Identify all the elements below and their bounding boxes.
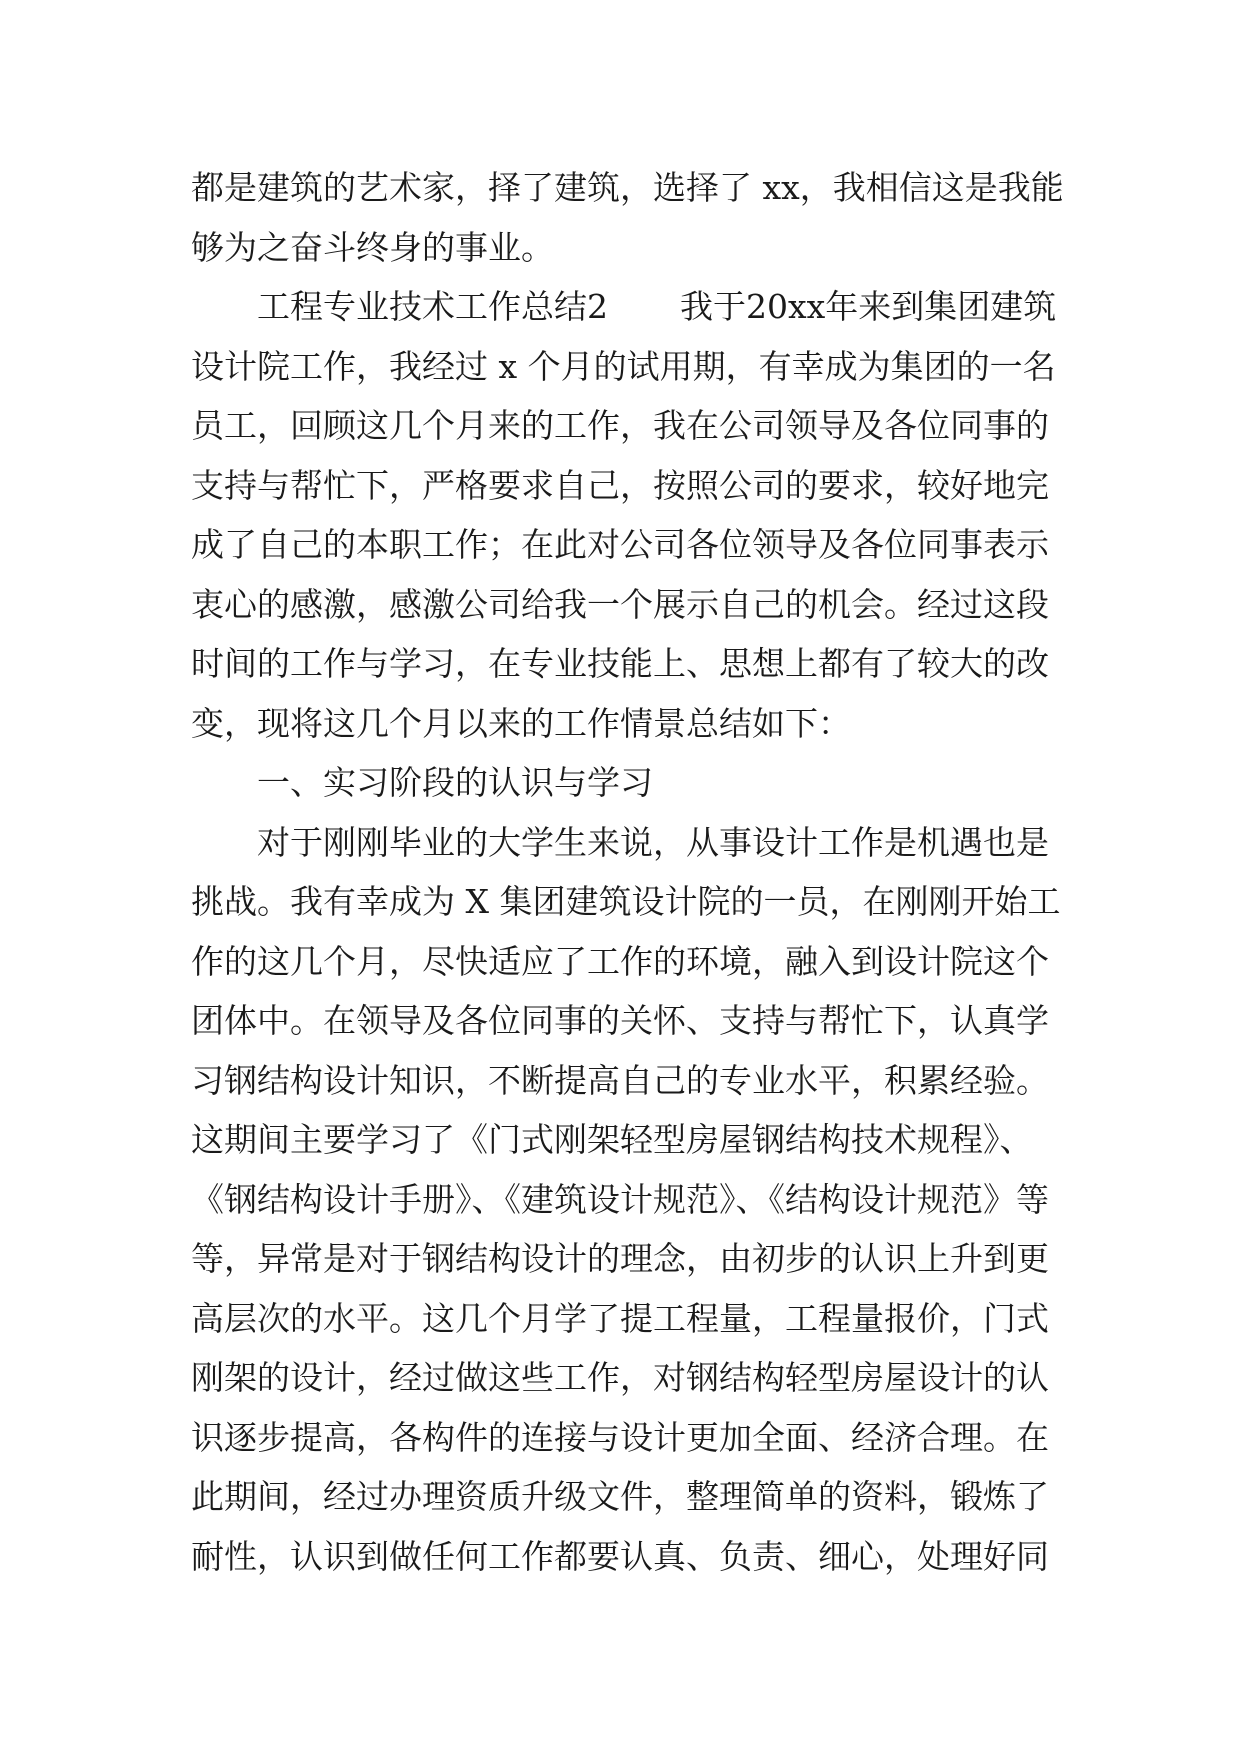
text-line: 高层次的水平。这几个月学了提工程量，工程量报价，门式	[191, 1298, 1049, 1338]
text-line: 时间的工作与学习，在专业技能上、思想上都有了较大的改	[191, 644, 1049, 683]
text-line: 习钢结构设计知识，不断提高自己的专业水平，积累经验。	[191, 1060, 1049, 1100]
text-line: 员工，回顾这几个月来的工作，我在公司领导及各位同事的	[191, 406, 1049, 445]
text-line: 衷心的感激，感激公司给我一个展示自己的机会。经过这段	[191, 584, 1049, 624]
text-line-start: 我于20xx年来到集团建筑	[680, 287, 1057, 326]
text-line: 设计院工作，我经过 x 个月的试用期，有幸成为集团的一名	[191, 346, 1056, 386]
section-heading-line	[191, 277, 1061, 337]
text-line: 耐性，认识到做任何工作都要认真、负责、细心，处理好同	[191, 1536, 1049, 1576]
text-line: 这期间主要学习了《门式刚架轻型房屋钢结构技术规程》、	[191, 1120, 1033, 1159]
text-line: 等，异常是对于钢结构设计的理念，由初步的认识上升到更	[191, 1239, 1049, 1278]
text-line: 此期间，经过办理资质升级文件，整理简单的资料，锻炼了	[191, 1477, 1049, 1516]
text-line: 刚架的设计，经过做这些工作，对钢结构轻型房屋设计的认	[191, 1358, 1049, 1397]
text-line: 《钢结构设计手册》、《建筑设计规范》、《结构设计规范》等	[191, 1179, 1049, 1219]
text-line: 都是建筑的艺术家，择了建筑，选择了 xx，我相信这是我能	[191, 168, 1064, 207]
text-line: 够为之奋斗终身的事业。	[191, 227, 554, 267]
section-title: 工程专业技术工作总结2	[257, 287, 608, 326]
text-line: 变，现将这几个月以来的工作情景总结如下：	[191, 703, 851, 743]
text-line: 作的这几个月，尽快适应了工作的环境，融入到设计院这个	[191, 941, 1049, 981]
document-body	[191, 158, 1064, 1586]
text-line: 挑战。我有幸成为 X 集团建筑设计院的一员，在刚刚开始工	[191, 882, 1061, 921]
subheading: 一、实习阶段的认识与学习	[257, 763, 653, 802]
text-line: 成了自己的本职工作；在此对公司各位领导及各位同事表示	[191, 525, 1049, 564]
text-line: 识逐步提高，各构件的连接与设计更加全面、经济合理。在	[191, 1417, 1049, 1457]
text-line: 支持与帮忙下，严格要求自己，按照公司的要求，较好地完	[191, 465, 1049, 505]
text-line: 团体中。在领导及各位同事的关怀、支持与帮忙下，认真学	[191, 1001, 1049, 1040]
text-line: 对于刚刚毕业的大学生来说，从事设计工作是机遇也是	[257, 822, 1049, 862]
